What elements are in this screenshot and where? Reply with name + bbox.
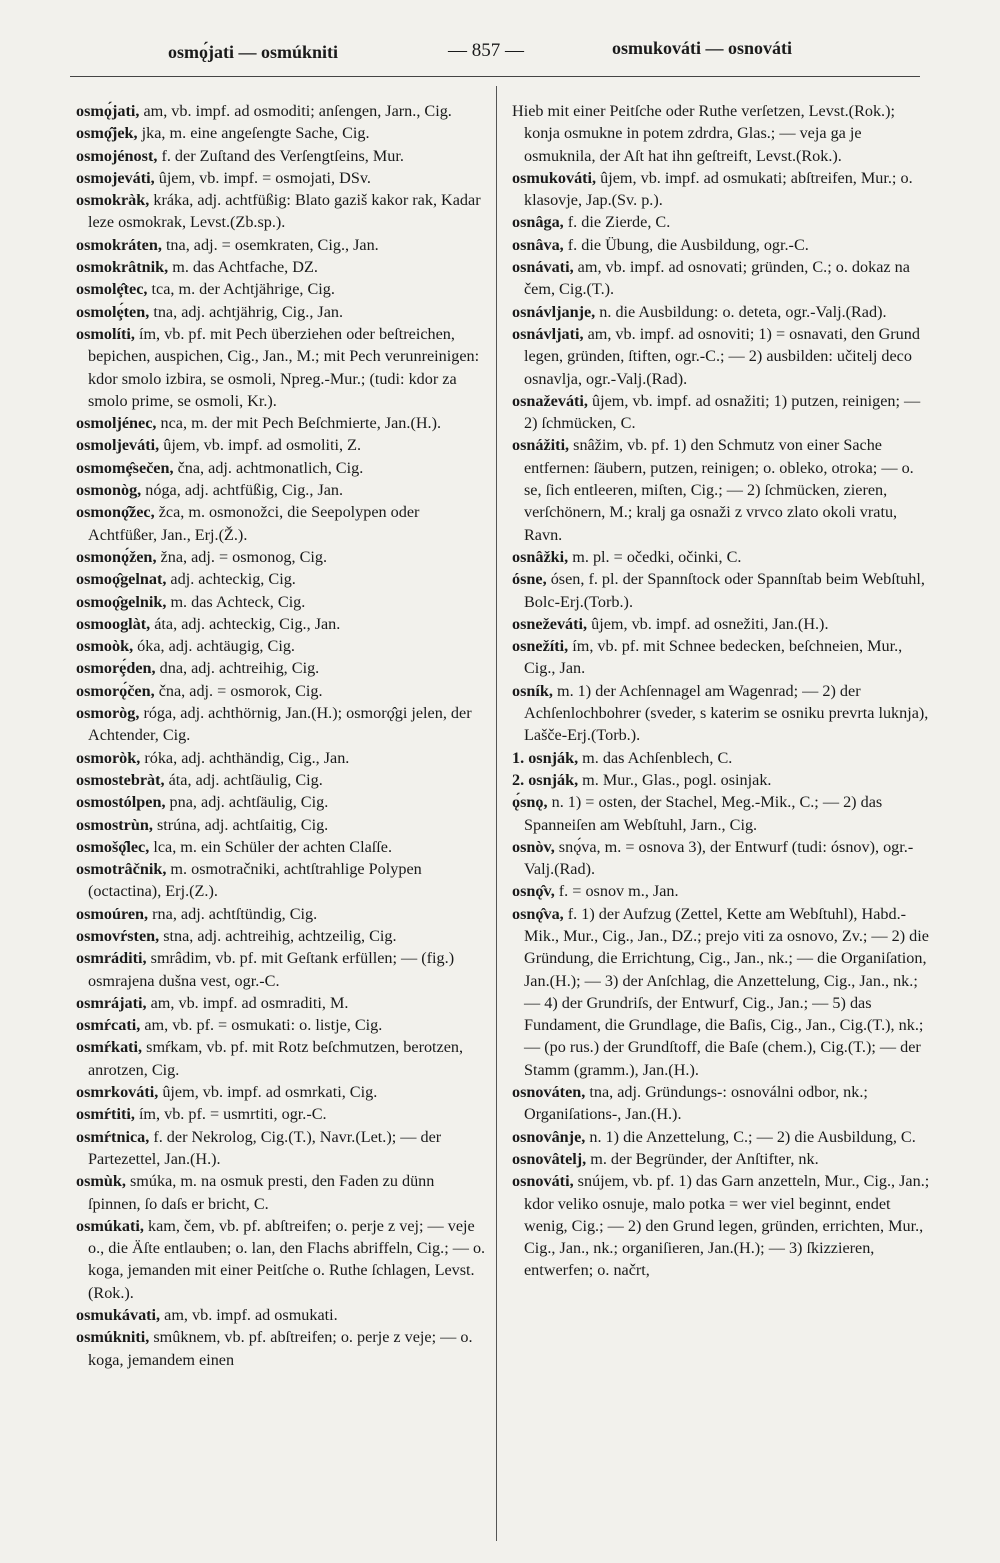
dictionary-entry	[76, 635, 486, 657]
dictionary-entry	[512, 635, 932, 680]
entry-headword: osmooglàt,	[76, 614, 151, 633]
entry-definition: tna, adj. Gründungs-: osnoválni odbor, nk.; Organiſations-, Jan.(H.).	[524, 1083, 868, 1124]
entry-headword: osmoòk,	[76, 637, 134, 656]
entry-headword: osnávljati,	[512, 324, 584, 343]
column-divider	[496, 86, 497, 1541]
entry-headword: osmolíti,	[76, 324, 135, 343]
entry-headword: osmošǫ̂lec,	[76, 837, 150, 856]
entry-headword: osmolȩ́ten,	[76, 302, 150, 321]
entry-definition: n. 1) die Anzettelung, C.; — 2) die Ausbildung, C.	[589, 1127, 916, 1146]
entry-headword: osnežíti,	[512, 637, 569, 656]
entry-headword: osmostrùn,	[76, 815, 153, 834]
entry-definition: ím, vb. pf. = usmrtiti, ogr.-C.	[138, 1105, 327, 1124]
entry-headword: osmoǫ̂gelnik,	[76, 592, 167, 611]
entry-definition: nca, m. der mit Pech Beſchmierte, Jan.(H.).	[160, 414, 442, 433]
dictionary-entry	[76, 1170, 486, 1215]
entry-headword: osmoljénec,	[76, 414, 157, 433]
entry-headword: osmukávati,	[76, 1306, 161, 1325]
entry-definition: m. das Achteck, Cig.	[170, 592, 306, 611]
dictionary-entry	[76, 1326, 486, 1371]
dictionary-entry	[76, 145, 486, 167]
dictionary-entry	[76, 100, 486, 122]
dictionary-entry	[76, 1081, 486, 1103]
right-column	[512, 100, 932, 1282]
entry-headword: osmolȩ̂tec,	[76, 280, 148, 299]
entry-definition: ím, vb. pf. mit Pech überziehen oder beſtreichen, bepichen, auspichen, Cig., Jan., M.; mit Pech verunreinigen: kdor smolo izbira, se osmoli, Npreg.-Mur.; (tudi: kdor za smolo prime, se osmoli, Kr.).	[88, 324, 480, 410]
dictionary-entry	[512, 100, 932, 167]
entry-headword: osnážiti,	[512, 436, 570, 455]
entry-definition: snǫ́va, m. = osnova 3), der Entwurf (tudi: ósnov), ogr.-Valj.(Rad).	[524, 837, 914, 879]
entry-headword: osnováti,	[512, 1172, 574, 1191]
entry-definition: m. osmotračniki, achtſtrahlige Polypen (octactina), Erj.(Z.).	[88, 860, 422, 901]
entry-headword: osnávljanje,	[512, 302, 596, 321]
dictionary-entry	[512, 613, 932, 635]
dictionary-entry	[512, 880, 932, 902]
entry-headword: osník,	[512, 681, 553, 700]
entry-headword: osmŕtnica,	[76, 1127, 150, 1146]
dictionary-entry	[76, 992, 486, 1014]
dictionary-entry	[76, 591, 486, 613]
entry-definition: f. 1) der Aufzug (Zettel, Kette am Webſtuhl), Habd.-Mik., Mur., Cig., Jan., DZ.; prejo viti za osnovo, Zv.; — 2) die Gründung, die Errichtung, Cig., Jan., nk.; — die Organiſation, Jan.(H.); — 3) der Anſchlag, die Anzettelung, Cig., Jan., nk.; — 4) der Grundriſs, der Entwurf, Cig., Jan.; — 5) das Fundament, die Grundlage, die Baſis, Cig., Jan., Cig.(T.), nk.; — (po rus.) der Grundſtoff, die Baſe (chem.), Cig.(T.); — der Stamm (gramm.), Jan.(H.).	[524, 904, 929, 1079]
entry-headword: osmŕcati,	[76, 1016, 141, 1035]
entry-definition: adj. achteckig, Cig.	[170, 570, 296, 589]
left-running-head: osmǫ́jati — osmúkniti	[168, 42, 339, 62]
entry-headword: osmovŕsten,	[76, 926, 160, 945]
entry-headword: osmŕkati,	[76, 1038, 143, 1057]
entry-definition: am, vb. pf. = osmukati: o. listje, Cig.	[144, 1016, 383, 1035]
entry-headword: osmoròg,	[76, 704, 140, 723]
entry-definition: snújem, vb. pf. 1) das Garn anzetteln, Mur., Cig., Jan.; kdor veliko osnuje, malo potka = wer viel beginnt, endet wenig, Cig.; — 2) den Grund legen, gründen, errichten, Mur., Cig., Jan., nk.; organiſieren, Jan.(H.); — 3) ſkizzieren, entwerfen; o. načrt,	[524, 1172, 930, 1280]
entry-headword: osnovânje,	[512, 1127, 586, 1146]
dictionary-entry	[76, 1126, 486, 1171]
entry-headword: osnǫ̂va,	[512, 904, 564, 923]
entry-definition: róga, adj. achthörnig, Jan.(H.); osmorǫ̂gi jelen, der Achtender, Cig.	[88, 704, 472, 745]
dictionary-entry	[76, 323, 486, 412]
entry-definition: am, vb. impf. ad osmoditi; anſengen, Jarn., Cig.	[143, 102, 452, 120]
entry-definition: stna, adj. achtreihig, achtzeilig, Cig.	[163, 926, 397, 945]
entry-definition: róka, adj. achthändig, Cig., Jan.	[144, 748, 350, 767]
dictionary-entry	[76, 234, 486, 256]
entry-definition: ûjem, vb. impf. ad osnažiti; 1) putzen, reinigen; — 2) ſchmücken, C.	[524, 391, 921, 433]
entry-headword: osmoròk,	[76, 748, 141, 767]
dictionary-entry	[76, 702, 486, 747]
entry-definition: smûknem, vb. pf. abſtreifen; o. perje z veje; — o. koga, jemandem einen	[88, 1328, 473, 1369]
entry-definition: am, vb. impf. ad osmraditi, M.	[150, 993, 349, 1012]
entry-definition: jka, m. eine angeſengte Sache, Cig.	[141, 124, 370, 143]
left-column	[76, 100, 486, 1371]
dictionary-entry	[512, 1126, 932, 1148]
entry-headword: osmonǫ́žen,	[76, 547, 157, 566]
entry-headword: osnâva,	[512, 235, 564, 254]
dictionary-entry	[512, 234, 932, 256]
dictionary-entry	[512, 836, 932, 881]
entry-definition: m. 1) der Achſennagel am Wagenrad; — 2) der Achſenlochbohrer (sveder, s katerim se osniku prevrta luknja), Lašče-Erj.(Torb.).	[524, 681, 929, 745]
dictionary-entry	[512, 390, 932, 435]
entry-headword: osmonǫ̂žec,	[76, 503, 155, 522]
entry-definition: rna, adj. achtſtündig, Cig.	[152, 904, 318, 923]
entry-headword: osmorȩ́den,	[76, 659, 156, 678]
dictionary-entry	[512, 167, 932, 212]
entry-definition: kam, čem, vb. pf. abſtreifen; o. perje z vej; — veje o., die Äſte entlauben; o. lan, den Flachs abriffeln, Cig.; — o. koga, jemanden mit einer Peitſche o. Ruthe ſchlagen, Levst.(Rok.).	[88, 1216, 486, 1302]
entry-headword: 2. osnják,	[512, 770, 579, 789]
dictionary-entry	[76, 1014, 486, 1036]
dictionary-entry	[76, 947, 486, 992]
dictionary-entry	[76, 858, 486, 903]
entry-headword: osnâga,	[512, 213, 564, 232]
entry-definition: smúka, m. na osmuk presti, den Faden zu dünn ſpinnen, ſo daſs er bricht, C.	[88, 1172, 435, 1213]
entry-definition: am, vb. impf. ad osnovati; gründen, C.; o. dokaz na čem, Cig.(T.).	[524, 258, 910, 299]
entry-definition: f. die Zierde, C.	[567, 213, 671, 232]
entry-definition: ûjem, vb. impf. ad osnežiti, Jan.(H.).	[591, 614, 829, 633]
entry-headword: ósne,	[512, 570, 547, 589]
entry-definition: tna, adj. = osemkraten, Cig., Jan.	[165, 235, 379, 254]
entry-definition: čna, adj. = osmorok, Cig.	[158, 681, 323, 700]
entry-headword: osmonòg,	[76, 481, 142, 500]
entry-definition: smrâdim, vb. pf. mit Geſtank erfüllen; — (fig.) osmrajena dušna vest, ogr.-C.	[88, 949, 455, 990]
entry-definition: m. der Begründer, der Anſtifter, nk.	[590, 1149, 819, 1168]
entry-definition: dna, adj. achtreihig, Cig.	[159, 659, 320, 678]
entry-definition: áta, adj. achtſäulig, Cig.	[168, 770, 323, 789]
dictionary-entry	[76, 1036, 486, 1081]
dictionary-entry	[512, 323, 932, 390]
dictionary-entry	[512, 903, 932, 1081]
entry-definition: snâžim, vb. pf. 1) den Schmutz von einer Sache entfernen: ſäubern, putzen, reinigen; o. obleko, otroka; — o. se, ſich entleeren, miſten, Cig.; — 2) ſchmücken, zieren, verſchönern, M.; kralj ga osnaži z vrvco zlato okoli vratu, Ravn.	[524, 436, 914, 544]
entry-definition: ûjem, vb. impf. = osmojati, DSv.	[158, 168, 371, 187]
entry-headword: osmojeváti,	[76, 168, 155, 187]
entry-definition: tca, m. der Achtjährige, Cig.	[151, 280, 335, 299]
dictionary-entry	[512, 568, 932, 613]
entry-definition: n. 1) = osten, der Stachel, Meg.-Mik., C.; — 2) das Spanneiſen am Webſtuhl, Jarn., Cig.	[524, 793, 883, 834]
entry-definition: ûjem, vb. impf. ad osmoliti, Z.	[163, 436, 362, 455]
dictionary-entry	[76, 434, 486, 456]
entry-definition: m. das Achtfache, DZ.	[172, 258, 318, 277]
dictionary-entry	[512, 747, 932, 769]
entry-definition: f. der Nekrolog, Cig.(T.), Navr.(Let.); — der Partezettel, Jan.(H.).	[88, 1127, 442, 1168]
entry-headword: osmorǫ́čen,	[76, 681, 155, 700]
entry-headword: osmoúren,	[76, 904, 149, 923]
dictionary-entry	[76, 301, 486, 323]
entry-headword: osmǫ̂jek,	[76, 124, 138, 143]
entry-headword: osmúkniti,	[76, 1328, 150, 1347]
dictionary-entry	[76, 256, 486, 278]
entry-headword: osnâžki,	[512, 547, 569, 566]
dictionary-entry	[512, 301, 932, 323]
entry-definition: žca, m. osmonožci, die Seepolypen oder Achtfüßer, Jan., Erj.(Ž.).	[88, 503, 420, 544]
dictionary-entry	[76, 836, 486, 858]
entry-definition: pna, adj. achtſäulig, Cig.	[169, 793, 329, 812]
dictionary-entry	[76, 1304, 486, 1326]
page-header	[160, 38, 920, 68]
entry-definition: n. die Ausbildung: o. deteta, ogr.-Valj.(Rad).	[599, 302, 887, 321]
entry-definition: f. = osnov m., Jan.	[558, 882, 679, 901]
entry-definition: m. pl. = očedki, očinki, C.	[572, 547, 742, 566]
dictionary-entry	[512, 791, 932, 836]
entry-definition: ûjem, vb. impf. ad osmrkati, Cig.	[162, 1083, 378, 1102]
entry-headword: osmùk,	[76, 1172, 126, 1191]
entry-definition: lca, m. ein Schüler der achten Claſſe.	[153, 837, 392, 856]
dictionary-entry	[76, 1215, 486, 1304]
entry-definition: f. die Übung, die Ausbildung, ogr.-C.	[567, 235, 809, 254]
right-running-head: osmukováti — osnováti	[612, 38, 793, 58]
entry-headword: osmrájati,	[76, 993, 147, 1012]
entry-headword: osmukováti,	[512, 168, 597, 187]
dictionary-entry	[76, 412, 486, 434]
entry-headword: osnováten,	[512, 1083, 586, 1102]
entry-definition: f. der Zuſtand des Verſengtſeins, Mur.	[161, 146, 404, 165]
page-number: — 857 —	[448, 40, 524, 61]
entry-headword: osmostólpen,	[76, 793, 166, 812]
dictionary-entry	[76, 814, 486, 836]
entry-definition: ósen, f. pl. der Spannſtock oder Spannſtab beim Webſtuhl, Bolc-Erj.(Torb.).	[524, 570, 925, 611]
entry-headword: osnǫ̂v,	[512, 882, 555, 901]
entry-headword: osmokráten,	[76, 235, 162, 254]
dictionary-entry	[76, 680, 486, 702]
dictionary-entry	[76, 903, 486, 925]
entry-definition: m. Mur., Glas., pogl. osinjak.	[582, 770, 772, 789]
entry-headword: osmoljeváti,	[76, 436, 160, 455]
entry-definition: smŕkam, vb. pf. mit Rotz beſchmutzen, berotzen, anrotzen, Cig.	[88, 1038, 464, 1079]
entry-headword: osmrkováti,	[76, 1083, 159, 1102]
entry-definition: m. das Achſenblech, C.	[582, 748, 733, 767]
entry-headword: osnávati,	[512, 258, 574, 277]
entry-headword: osmoǫ̂gelnat,	[76, 570, 167, 589]
dictionary-entry	[512, 1081, 932, 1126]
entry-definition: strúna, adj. achtſaitig, Cig.	[156, 815, 329, 834]
entry-definition: am, vb. impf. ad osmukati.	[164, 1306, 338, 1325]
entry-headword: osneževáti,	[512, 614, 588, 633]
dictionary-entry	[512, 769, 932, 791]
dictionary-entry	[76, 479, 486, 501]
dictionary-entry	[76, 546, 486, 568]
dictionary-entry	[512, 1170, 932, 1281]
dictionary-entry	[512, 680, 932, 747]
entry-headword: osmotrâčnik,	[76, 860, 167, 879]
entry-headword: osmomȩ̂sečen,	[76, 458, 174, 477]
entry-headword: osmostebràt,	[76, 770, 165, 789]
entry-definition: ím, vb. pf. mit Schnee bedecken, beſchneien, Mur., Cig., Jan.	[524, 637, 903, 678]
dictionary-entry	[76, 189, 486, 234]
dictionary-entry	[76, 278, 486, 300]
entry-definition: nóga, adj. achtfüßig, Cig., Jan.	[145, 481, 344, 500]
entry-headword: osnòv,	[512, 837, 555, 856]
entry-definition: žna, adj. = osmonog, Cig.	[160, 547, 328, 566]
header-rule	[70, 76, 920, 77]
dictionary-entry	[76, 613, 486, 635]
entry-definition: am, vb. impf. ad osnoviti; 1) = osnavati, den Grund legen, gründen, ſtiften, ogr.-C.; — 2) ausbilden: učitelj deco osnavlja, ogr.-Valj.(Rad).	[524, 324, 920, 388]
dictionary-entry	[512, 1148, 932, 1170]
dictionary-entry	[76, 1103, 486, 1125]
dictionary-entry	[76, 122, 486, 144]
entry-headword: osmráditi,	[76, 949, 147, 968]
entry-definition: áta, adj. achteckig, Cig., Jan.	[154, 614, 341, 633]
entry-headword: osnaževáti,	[512, 391, 588, 410]
dictionary-entry	[76, 167, 486, 189]
dictionary-entry	[76, 657, 486, 679]
dictionary-entry	[76, 791, 486, 813]
entry-headword: osmokrâtnik,	[76, 258, 169, 277]
entry-definition: óka, adj. achtäugig, Cig.	[137, 637, 295, 656]
dictionary-entry	[512, 546, 932, 568]
dictionary-entry	[76, 769, 486, 791]
dictionary-entry	[512, 256, 932, 301]
entry-definition: tna, adj. achtjährig, Cig., Jan.	[153, 302, 344, 321]
dictionary-entry	[76, 457, 486, 479]
entry-headword: osmúkati,	[76, 1216, 144, 1235]
entry-headword: 1. osnják,	[512, 748, 579, 767]
dictionary-entry	[76, 747, 486, 769]
dictionary-entry	[76, 501, 486, 546]
entry-headword: osmǫ́jati,	[76, 102, 140, 120]
entry-headword: osmŕtiti,	[76, 1105, 135, 1124]
entry-headword: osnovâtelj,	[512, 1149, 587, 1168]
entry-definition: ûjem, vb. impf. ad osmukati; abſtreifen, Mur.; o. klasovje, Jap.(Sv. p.).	[524, 168, 913, 210]
entry-definition: čna, adj. achtmonatlich, Cig.	[177, 458, 364, 477]
dictionary-entry	[512, 434, 932, 545]
entry-headword: osmojénost,	[76, 146, 158, 165]
dictionary-entry	[512, 211, 932, 233]
dictionary-entry	[76, 925, 486, 947]
entry-headword: ǫ́snǫ,	[512, 793, 548, 812]
dictionary-entry	[76, 568, 486, 590]
entry-definition: kráka, adj. achtfüßig: Blato gaziš kakor rak, Kadar leze osmokrak, Levst.(Zb.sp.).	[88, 191, 481, 232]
entry-headword: osmokràk,	[76, 191, 150, 210]
entry-definition: Hieb mit einer Peitſche oder Ruthe verſetzen, Levst.(Rok.); konja osmukne in potem zdrdra, Glas.; — veja ga je osmuknila, der Aſt hat ihn geſtreift, Levst.(Rok.).	[512, 102, 895, 165]
